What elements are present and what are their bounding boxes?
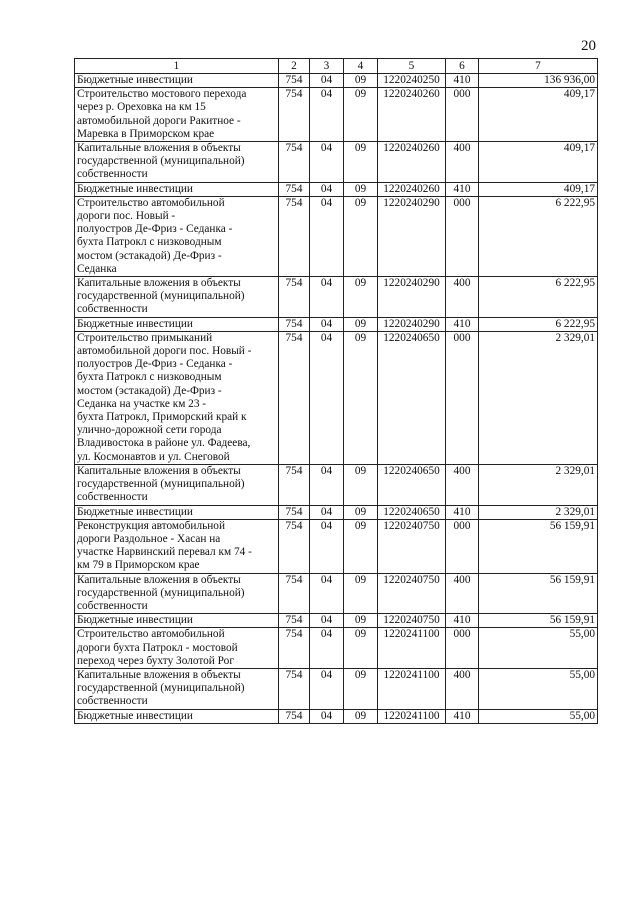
section-code-cell: 04 <box>310 505 344 519</box>
expense-type-cell: 410 <box>446 74 479 88</box>
item-name-cell: Бюджетные инвестиции <box>75 614 279 628</box>
amount-cell: 409,17 <box>479 88 598 142</box>
ministry-code-cell: 754 <box>279 519 310 573</box>
item-name-cell: Бюджетные инвестиции <box>75 317 279 331</box>
expense-type-cell: 400 <box>446 142 479 183</box>
amount-cell: 56 159,91 <box>479 614 598 628</box>
expense-type-cell: 410 <box>446 182 479 196</box>
amount-cell: 55,00 <box>479 709 598 723</box>
header-cell-7: 7 <box>479 59 598 74</box>
subsection-code-cell: 09 <box>344 277 378 318</box>
subsection-code-cell: 09 <box>344 74 378 88</box>
amount-cell: 56 159,91 <box>479 573 598 614</box>
amount-cell: 2 329,01 <box>479 331 598 464</box>
item-name-cell: Бюджетные инвестиции <box>75 505 279 519</box>
ministry-code-cell: 754 <box>279 142 310 183</box>
subsection-code-cell: 09 <box>344 573 378 614</box>
item-name-cell: Бюджетные инвестиции <box>75 74 279 88</box>
section-code-cell: 04 <box>310 88 344 142</box>
amount-cell: 409,17 <box>479 182 598 196</box>
table-body <box>75 74 598 724</box>
table-row <box>75 573 598 614</box>
table-row <box>75 519 598 573</box>
amount-cell: 136 936,00 <box>479 74 598 88</box>
header-cell-2: 2 <box>279 59 310 74</box>
header-cell-3: 3 <box>310 59 344 74</box>
item-name-cell: Капитальные вложения в объекты государственной (муниципальной) собственности <box>75 277 279 318</box>
header-cell-4: 4 <box>344 59 378 74</box>
item-name-cell: Бюджетные инвестиции <box>75 182 279 196</box>
subsection-code-cell: 09 <box>344 331 378 464</box>
expense-type-cell: 400 <box>446 668 479 709</box>
section-code-cell: 04 <box>310 142 344 183</box>
target-article-cell: 1220240650 <box>378 505 446 519</box>
table-row <box>75 142 598 183</box>
table-row <box>75 464 598 505</box>
target-article-cell: 1220241100 <box>378 668 446 709</box>
table-row <box>75 628 598 669</box>
section-code-cell: 04 <box>310 614 344 628</box>
amount-cell: 55,00 <box>479 668 598 709</box>
amount-cell: 2 329,01 <box>479 505 598 519</box>
ministry-code-cell: 754 <box>279 464 310 505</box>
section-code-cell: 04 <box>310 628 344 669</box>
table-row <box>75 331 598 464</box>
expense-type-cell: 000 <box>446 88 479 142</box>
item-name-cell: Строительство автомобильной дороги бухта Патрокл - мостовой переход через бухту Золотой Рог <box>75 628 279 669</box>
expense-type-cell: 410 <box>446 317 479 331</box>
table-row <box>75 505 598 519</box>
subsection-code-cell: 09 <box>344 142 378 183</box>
table-row <box>75 614 598 628</box>
section-code-cell: 04 <box>310 277 344 318</box>
budget-table <box>74 58 598 724</box>
table-row <box>75 74 598 88</box>
table-row <box>75 196 598 276</box>
item-name-cell: Реконструкция автомобильной дороги Раздольное - Хасан на участке Нарвинский перевал км 74 - км 79 в Приморском крае <box>75 519 279 573</box>
expense-type-cell: 000 <box>446 196 479 276</box>
target-article-cell: 1220240750 <box>378 614 446 628</box>
section-code-cell: 04 <box>310 519 344 573</box>
ministry-code-cell: 754 <box>279 573 310 614</box>
section-code-cell: 04 <box>310 196 344 276</box>
ministry-code-cell: 754 <box>279 88 310 142</box>
page-number: 20 <box>581 38 596 54</box>
ministry-code-cell: 754 <box>279 628 310 669</box>
item-name-cell: Строительство примыканий автомобильной дороги пос. Новый - полуостров Де-Фриз - Седанка - бухта Патрокл с низководным мостом (эстакадой) Де-Фриз - Седанка на участке км 23 - бухта Патрокл, Приморский край к улично-дорожной сети города Владивостока в районе ул. Фадеева, ул. Космонавтов и ул. Снеговой <box>75 331 279 464</box>
amount-cell: 56 159,91 <box>479 519 598 573</box>
subsection-code-cell: 09 <box>344 196 378 276</box>
expense-type-cell: 400 <box>446 573 479 614</box>
target-article-cell: 1220240260 <box>378 182 446 196</box>
expense-type-cell: 400 <box>446 464 479 505</box>
table-row <box>75 668 598 709</box>
amount-cell: 2 329,01 <box>479 464 598 505</box>
section-code-cell: 04 <box>310 182 344 196</box>
subsection-code-cell: 09 <box>344 628 378 669</box>
expense-type-cell: 000 <box>446 331 479 464</box>
item-name-cell: Капитальные вложения в объекты государственной (муниципальной) собственности <box>75 573 279 614</box>
target-article-cell: 1220240290 <box>378 277 446 318</box>
target-article-cell: 1220240260 <box>378 142 446 183</box>
expense-type-cell: 410 <box>446 614 479 628</box>
amount-cell: 6 222,95 <box>479 317 598 331</box>
section-code-cell: 04 <box>310 573 344 614</box>
subsection-code-cell: 09 <box>344 614 378 628</box>
ministry-code-cell: 754 <box>279 196 310 276</box>
amount-cell: 6 222,95 <box>479 196 598 276</box>
expense-type-cell: 000 <box>446 519 479 573</box>
table-row <box>75 182 598 196</box>
subsection-code-cell: 09 <box>344 668 378 709</box>
item-name-cell: Капитальные вложения в объекты государственной (муниципальной) собственности <box>75 464 279 505</box>
header-cell-5: 5 <box>378 59 446 74</box>
ministry-code-cell: 754 <box>279 505 310 519</box>
ministry-code-cell: 754 <box>279 182 310 196</box>
ministry-code-cell: 754 <box>279 614 310 628</box>
expense-type-cell: 400 <box>446 277 479 318</box>
table-row <box>75 709 598 723</box>
header-cell-6: 6 <box>446 59 479 74</box>
subsection-code-cell: 09 <box>344 505 378 519</box>
target-article-cell: 1220241100 <box>378 628 446 669</box>
item-name-cell: Капитальные вложения в объекты государственной (муниципальной) собственности <box>75 142 279 183</box>
item-name-cell: Строительство автомобильной дороги пос. Новый - полуостров Де-Фриз - Седанка - бухта Патрокл с низководным мостом (эстакадой) Де-Фриз - Седанка <box>75 196 279 276</box>
target-article-cell: 1220240650 <box>378 331 446 464</box>
target-article-cell: 1220240290 <box>378 317 446 331</box>
section-code-cell: 04 <box>310 331 344 464</box>
subsection-code-cell: 09 <box>344 519 378 573</box>
target-article-cell: 1220240750 <box>378 519 446 573</box>
section-code-cell: 04 <box>310 317 344 331</box>
ministry-code-cell: 754 <box>279 668 310 709</box>
subsection-code-cell: 09 <box>344 317 378 331</box>
ministry-code-cell: 754 <box>279 709 310 723</box>
target-article-cell: 1220241100 <box>378 709 446 723</box>
item-name-cell: Строительство мостового перехода через р. Ореховка на км 15 автомобильной дороги Ракитное - Маревка в Приморском крае <box>75 88 279 142</box>
expense-type-cell: 000 <box>446 628 479 669</box>
subsection-code-cell: 09 <box>344 709 378 723</box>
section-code-cell: 04 <box>310 709 344 723</box>
amount-cell: 409,17 <box>479 142 598 183</box>
header-row <box>75 59 598 74</box>
item-name-cell: Бюджетные инвестиции <box>75 709 279 723</box>
item-name-cell: Капитальные вложения в объекты государственной (муниципальной) собственности <box>75 668 279 709</box>
target-article-cell: 1220240250 <box>378 74 446 88</box>
ministry-code-cell: 754 <box>279 277 310 318</box>
table-row <box>75 277 598 318</box>
expense-type-cell: 410 <box>446 505 479 519</box>
section-code-cell: 04 <box>310 668 344 709</box>
section-code-cell: 04 <box>310 464 344 505</box>
ministry-code-cell: 754 <box>279 74 310 88</box>
subsection-code-cell: 09 <box>344 88 378 142</box>
target-article-cell: 1220240750 <box>378 573 446 614</box>
amount-cell: 6 222,95 <box>479 277 598 318</box>
target-article-cell: 1220240290 <box>378 196 446 276</box>
target-article-cell: 1220240260 <box>378 88 446 142</box>
table-row <box>75 88 598 142</box>
ministry-code-cell: 754 <box>279 331 310 464</box>
header-cell-1: 1 <box>75 59 279 74</box>
subsection-code-cell: 09 <box>344 464 378 505</box>
table-row <box>75 317 598 331</box>
section-code-cell: 04 <box>310 74 344 88</box>
expense-type-cell: 410 <box>446 709 479 723</box>
subsection-code-cell: 09 <box>344 182 378 196</box>
ministry-code-cell: 754 <box>279 317 310 331</box>
amount-cell: 55,00 <box>479 628 598 669</box>
target-article-cell: 1220240650 <box>378 464 446 505</box>
